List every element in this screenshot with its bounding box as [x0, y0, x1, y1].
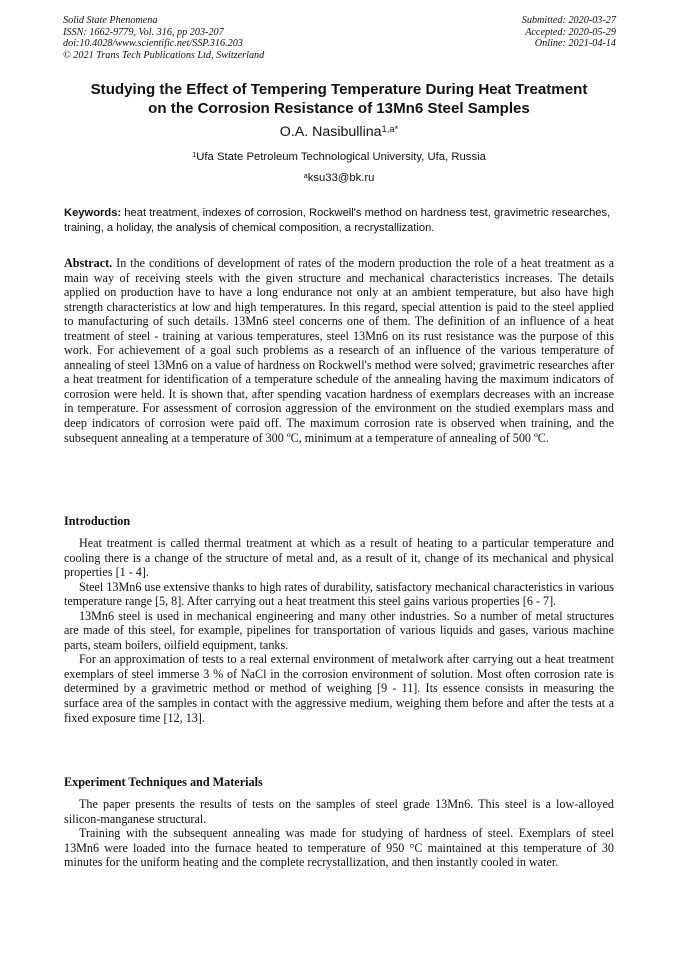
keywords-text: heat treatment, indexes of corrosion, Rockwell's method on hardness test, gravimetric researches, training, a holiday, the analysis of chemical composition, a recrystallization. — [64, 207, 611, 234]
experiment-paragraph: Training with the subsequent annealing was made for studying of hardness of steel. Exemplars of steel 13Mn6 were loaded into the furnace heated to temperature of 950 °C maintained at this temperature of 30 minutes for the uniform heating and the complete recrystallization, and then instantly cooled in water. — [64, 826, 614, 870]
section-heading-experiment: Experiment Techniques and Materials — [64, 775, 263, 789]
email-superscript: a — [303, 170, 308, 180]
publication-dates — [522, 15, 616, 50]
experiment-body — [64, 797, 614, 870]
abstract-text: In the conditions of development of rates of the modern production the role of a heat treatment as a main way of receiving steels with the given structure and mechanical characteristics increases. The details applied on production have to have a long endurance not only at an ambient temperature, but also have high strength characteristics at low and high temperatures. In this regard, special attention is paid to the steel applied to manufacturing of such details. 13Mn6 steel concerns one of them. The definition of an influence of a heat treatment of steel - training at various temperatures, steel 13Mn6 on its rust resistance was the purpose of this work. For achievement of a goal such problems as a research of an influence of the various temperature of annealing of steel 13Mn6 on a value of hardness on Rockwell's method were solved; gravimetric researches after a heat treatment for identification of a temperature schedule of the annealing having the maximum indicators of corrosion were held. It is shown that, after spending vacation hardness of exemplars decreases with an increase in temperature. For assessment of corrosion aggression of the environment on the studied exemplars mass and deep indicators of corrosion were paid off. The maximum corrosion rate is observed when training, and the subsequent annealing at a temperature of 300 ºC, minimum at a temperature of annealing of 500 ºC. — [64, 256, 614, 445]
affiliation-superscript: 1 — [192, 149, 197, 159]
abstract — [64, 256, 614, 445]
title-line-1: Studying the Effect of Tempering Temperature During Heat Treatment — [90, 81, 588, 98]
submitted-date: Submitted: 2020-03-27 — [521, 15, 616, 26]
author-superscript: 1,a* — [381, 123, 399, 134]
author-name: O.A. Nasibullina — [279, 124, 382, 140]
title-line-2: on the Corrosion Resistance of 13Mn6 Steel Samples — [148, 99, 530, 117]
online-date: Online: 2021-04-14 — [534, 38, 616, 50]
introduction-paragraph: For an approximation of tests to a real external environment of metalwork after carrying out a heat treatment exemplars of steel immerse 3 % of NaCl in the corrosion environment of solution. Most often corrosion rate is determined by a gravimetric method or method of weighing [9 - 11]. Its essence consists in measuring the surface area of the samples in contact with the aggressive medium, weighing them before and after the tests at a fixed exposure time [12, 13]. — [64, 652, 614, 725]
affiliation-text: Ufa State Petroleum Technological University, Ufa, Russia — [196, 151, 486, 163]
author-email — [60, 171, 618, 185]
introduction-paragraph: 13Mn6 steel is used in mechanical engineering and many other industries. So a number of metal structures are made of this steel, for example, pipelines for transportation of various liquids and gases, various machine parts, steam boilers, oilfield equipment, tanks. — [64, 608, 614, 652]
journal-info — [63, 15, 264, 61]
affiliation — [60, 150, 618, 164]
journal-name: Solid State Phenomena — [63, 15, 158, 26]
introduction-body — [64, 536, 614, 725]
abstract-label: Abstract. — [64, 256, 113, 270]
accepted-date: Accepted: 2020-05-29 — [525, 26, 616, 38]
section-heading-introduction: Introduction — [64, 514, 131, 528]
paper-title — [60, 81, 618, 118]
experiment-paragraph: The paper presents the results of tests on the samples of steel grade 13Mn6. This steel is a low-alloyed silicon-manganese structural. — [64, 797, 614, 826]
keywords — [64, 206, 614, 235]
journal-issn: ISSN: 1662-9779, Vol. 316, pp 203-207 — [63, 26, 224, 38]
keywords-label: Keywords: — [64, 207, 122, 219]
introduction-paragraph: Steel 13Mn6 use extensive thanks to high rates of durability, satisfactory mechanical characteristics in various temperature range [5, 8]. After carrying out a heat treatment this steel gains various properties [6 - 7]. — [64, 579, 614, 609]
introduction-paragraph: Heat treatment is called thermal treatment at which as a result of heating to a particular temperature and cooling there is a change of the structure of metal and, as a result of it, change of its mechanical and physical properties [1 - 4]. — [64, 536, 614, 580]
email-text: ksu33@bk.ru — [307, 172, 375, 184]
author — [60, 123, 618, 141]
journal-doi: doi:10.4028/www.scientific.net/SSP.316.203 — [63, 38, 243, 50]
journal-copyright: © 2021 Trans Tech Publications Ltd, Switzerland — [63, 49, 265, 61]
